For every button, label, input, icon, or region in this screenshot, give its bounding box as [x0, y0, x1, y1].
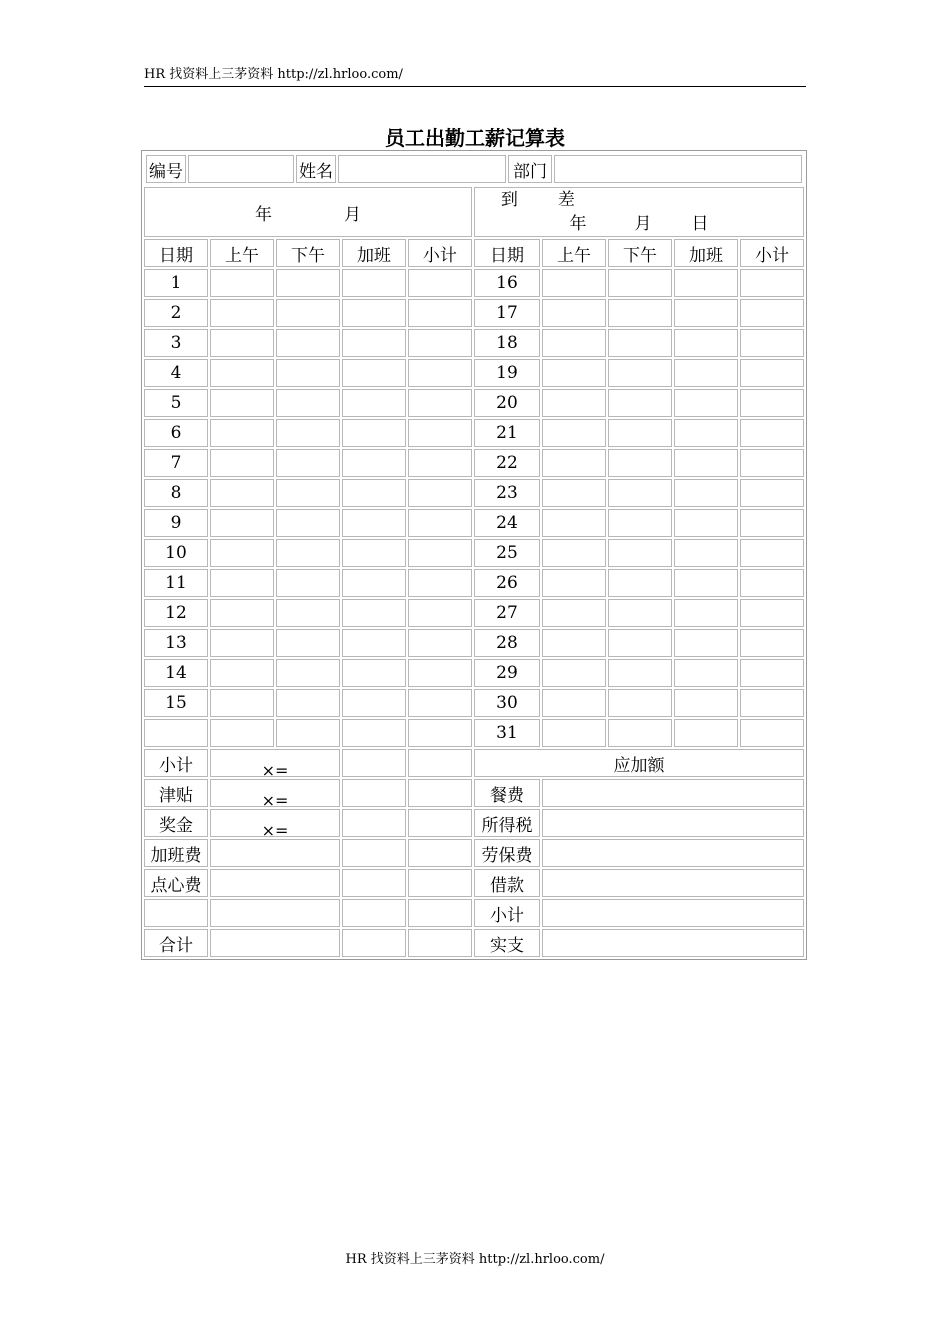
overtime-cell[interactable] — [342, 389, 406, 417]
subtotal-cell[interactable] — [408, 719, 472, 747]
day-number-right: 29 — [474, 659, 540, 687]
subtotal-cell[interactable] — [408, 269, 472, 297]
subtotal-cell[interactable] — [408, 659, 472, 687]
day-number-left: 11 — [144, 569, 208, 597]
overtime-cell[interactable] — [674, 299, 738, 327]
day-number-left: 8 — [144, 479, 208, 507]
labor-insurance-label: 劳保费 — [474, 839, 540, 867]
morning-cell[interactable] — [210, 569, 274, 597]
day-number-right: 25 — [474, 539, 540, 567]
morning-cell[interactable] — [542, 509, 606, 537]
loan-label: 借款 — [474, 869, 540, 897]
snack-fee-label: 点心费 — [144, 869, 208, 897]
subtotal-cell[interactable] — [408, 509, 472, 537]
day-number-right: 16 — [474, 269, 540, 297]
income-tax-field[interactable] — [542, 809, 804, 837]
overtime-cell[interactable] — [342, 479, 406, 507]
morning-cell[interactable] — [210, 479, 274, 507]
day-row — [144, 419, 804, 447]
overtime-cell[interactable] — [674, 419, 738, 447]
subtotal-cell[interactable] — [408, 749, 472, 777]
afternoon-cell[interactable] — [276, 689, 340, 717]
summary-bonus-row — [144, 809, 804, 837]
afternoon-cell[interactable] — [608, 299, 672, 327]
morning-cell[interactable] — [542, 539, 606, 567]
day-number-left: 14 — [144, 659, 208, 687]
snack-fee-field[interactable] — [210, 869, 340, 897]
day-number-left: 13 — [144, 629, 208, 657]
overtime-cell[interactable] — [342, 449, 406, 477]
bonus-cell[interactable] — [342, 809, 406, 837]
col-date: 日期 — [144, 239, 208, 267]
morning-cell[interactable] — [210, 659, 274, 687]
afternoon-cell[interactable] — [276, 389, 340, 417]
afternoon-cell[interactable] — [276, 299, 340, 327]
labor-insurance-field[interactable] — [542, 839, 804, 867]
bonus-cell[interactable] — [408, 809, 472, 837]
bonus-formula-cell[interactable] — [210, 809, 340, 840]
subtotal-cell[interactable] — [408, 329, 472, 357]
afternoon-cell[interactable] — [608, 449, 672, 477]
info-row — [144, 153, 804, 185]
subtotal-cell[interactable] — [740, 599, 804, 627]
day-number-right: 18 — [474, 329, 540, 357]
day-row — [144, 539, 804, 567]
overtime-cell[interactable] — [674, 479, 738, 507]
col-afternoon: 下午 — [276, 239, 340, 267]
subtotal-cell[interactable] — [740, 629, 804, 657]
afternoon-cell[interactable] — [608, 479, 672, 507]
overtime-cell[interactable] — [674, 539, 738, 567]
should-add-label: 应加额 — [474, 749, 804, 777]
day-row — [144, 719, 804, 747]
subtotal-formula: ×= — [261, 761, 289, 780]
overtime-cell[interactable] — [342, 659, 406, 687]
afternoon-cell[interactable] — [608, 689, 672, 717]
id-field[interactable] — [188, 155, 294, 183]
day-number-left: 4 — [144, 359, 208, 387]
overtime-cell[interactable] — [342, 569, 406, 597]
total-cell[interactable] — [342, 929, 406, 957]
morning-cell[interactable] — [210, 389, 274, 417]
morning-cell[interactable] — [210, 719, 274, 747]
morning-cell[interactable] — [210, 419, 274, 447]
day-number-right: 31 — [474, 719, 540, 747]
afternoon-cell[interactable] — [276, 479, 340, 507]
day-row — [144, 509, 804, 537]
month-label: 月 — [343, 204, 361, 225]
morning-cell[interactable] — [542, 659, 606, 687]
blank-cell[interactable] — [342, 899, 406, 927]
overtime-cell[interactable] — [342, 299, 406, 327]
day-number-right: 24 — [474, 509, 540, 537]
day-row — [144, 599, 804, 627]
afternoon-cell[interactable] — [608, 419, 672, 447]
summary-subtotal-row — [144, 749, 804, 777]
bonus-label: 奖金 — [144, 809, 208, 837]
afternoon-cell[interactable] — [608, 389, 672, 417]
overtime-cell[interactable] — [342, 269, 406, 297]
summary-allowance-row — [144, 779, 804, 807]
day-number-right: 20 — [474, 389, 540, 417]
overtime-cell[interactable] — [674, 689, 738, 717]
col-subtotal: 小计 — [408, 239, 472, 267]
subtotal-cell[interactable] — [740, 359, 804, 387]
column-header-row — [144, 239, 804, 267]
col-afternoon: 下午 — [608, 239, 672, 267]
morning-cell[interactable] — [542, 479, 606, 507]
day-number-left: 12 — [144, 599, 208, 627]
afternoon-cell[interactable] — [608, 569, 672, 597]
overtime-pay-field[interactable] — [210, 839, 340, 867]
overtime-cell[interactable] — [674, 599, 738, 627]
overtime-cell[interactable] — [342, 419, 406, 447]
form-title: 员工出勤工薪记算表 — [385, 126, 565, 150]
subtotal-cell[interactable] — [740, 479, 804, 507]
subtotal-cell[interactable] — [408, 419, 472, 447]
morning-cell[interactable] — [542, 449, 606, 477]
overtime-pay-cell[interactable] — [408, 839, 472, 867]
subtotal-cell[interactable] — [408, 359, 472, 387]
snack-fee-cell[interactable] — [408, 869, 472, 897]
day-number-left: 15 — [144, 689, 208, 717]
actual-pay-label: 实支 — [474, 929, 540, 957]
attendance-form — [141, 150, 807, 960]
dept-label: 部门 — [508, 155, 552, 183]
overtime-cell[interactable] — [342, 629, 406, 657]
subtotal-cell[interactable] — [740, 329, 804, 357]
afternoon-cell[interactable] — [276, 509, 340, 537]
day-number-right: 23 — [474, 479, 540, 507]
diff-label: 差 — [557, 190, 575, 210]
afternoon-cell[interactable] — [608, 329, 672, 357]
allowance-formula: ×= — [261, 791, 289, 810]
day-number-right: 22 — [474, 449, 540, 477]
subtotal-cell[interactable] — [408, 629, 472, 657]
subtotal-cell[interactable] — [740, 269, 804, 297]
day-number-right: 21 — [474, 419, 540, 447]
overtime-cell[interactable] — [342, 719, 406, 747]
month-label-right: 月 — [634, 214, 652, 234]
day-row — [144, 479, 804, 507]
overtime-cell[interactable] — [342, 329, 406, 357]
afternoon-cell[interactable] — [276, 329, 340, 357]
col-overtime: 加班 — [342, 239, 406, 267]
subtotal-label: 小计 — [144, 749, 208, 777]
allowance-label: 津贴 — [144, 779, 208, 807]
day-number-left: 1 — [144, 269, 208, 297]
subtotal-cell[interactable] — [408, 449, 472, 477]
subtotal-cell[interactable] — [740, 719, 804, 747]
subtotal-cell[interactable] — [740, 419, 804, 447]
day-number-left: 10 — [144, 539, 208, 567]
year-label: 年 — [254, 204, 272, 225]
overtime-cell[interactable] — [674, 719, 738, 747]
day-number-left: 2 — [144, 299, 208, 327]
afternoon-cell[interactable] — [276, 629, 340, 657]
afternoon-cell[interactable] — [276, 359, 340, 387]
actual-pay-field[interactable] — [542, 929, 804, 957]
afternoon-cell[interactable] — [276, 539, 340, 567]
overtime-cell[interactable] — [674, 659, 738, 687]
subtotal-cell[interactable] — [740, 509, 804, 537]
overtime-cell[interactable] — [674, 359, 738, 387]
overtime-cell[interactable] — [674, 569, 738, 597]
to-label: 到 — [500, 190, 518, 210]
overtime-pay-label: 加班费 — [144, 839, 208, 867]
overtime-cell[interactable] — [674, 329, 738, 357]
morning-cell[interactable] — [542, 299, 606, 327]
allowance-formula-cell[interactable] — [210, 779, 340, 810]
subtotal-cell[interactable] — [408, 689, 472, 717]
morning-cell[interactable] — [210, 449, 274, 477]
morning-cell[interactable] — [542, 599, 606, 627]
day-label: 日 — [691, 214, 709, 234]
morning-cell[interactable] — [542, 419, 606, 447]
morning-cell[interactable] — [542, 329, 606, 357]
income-tax-label: 所得税 — [474, 809, 540, 837]
col-morning: 上午 — [542, 239, 606, 267]
overtime-cell[interactable] — [342, 509, 406, 537]
afternoon-cell[interactable] — [608, 719, 672, 747]
summary-total-row — [144, 929, 804, 957]
morning-cell[interactable] — [210, 689, 274, 717]
afternoon-cell[interactable] — [608, 509, 672, 537]
overtime-cell[interactable] — [674, 449, 738, 477]
day-number-right: 30 — [474, 689, 540, 717]
allowance-cell[interactable] — [408, 779, 472, 807]
subtotal-cell[interactable] — [740, 539, 804, 567]
total-label: 合计 — [144, 929, 208, 957]
subtotal-cell[interactable] — [740, 689, 804, 717]
subtotal-cell[interactable] — [740, 299, 804, 327]
day-row — [144, 629, 804, 657]
day-row — [144, 389, 804, 417]
overtime-pay-cell[interactable] — [342, 839, 406, 867]
day-row — [144, 329, 804, 357]
subtotal-cell[interactable] — [740, 569, 804, 597]
dept-field[interactable] — [554, 155, 802, 183]
day-number-right: 26 — [474, 569, 540, 597]
subtotal-cell[interactable] — [740, 659, 804, 687]
afternoon-cell[interactable] — [276, 449, 340, 477]
afternoon-cell[interactable] — [276, 269, 340, 297]
col-overtime: 加班 — [674, 239, 738, 267]
afternoon-cell[interactable] — [608, 269, 672, 297]
day-number-right: 27 — [474, 599, 540, 627]
morning-cell[interactable] — [210, 269, 274, 297]
id-label: 编号 — [146, 155, 186, 183]
morning-cell[interactable] — [542, 269, 606, 297]
summary-snack-row — [144, 869, 804, 897]
day-number-left: 9 — [144, 509, 208, 537]
blank-label[interactable] — [144, 899, 208, 927]
col-date: 日期 — [474, 239, 540, 267]
period-left[interactable] — [144, 187, 472, 237]
day-number-right: 17 — [474, 299, 540, 327]
blank-field[interactable] — [210, 899, 340, 927]
allowance-cell[interactable] — [342, 779, 406, 807]
snack-fee-cell[interactable] — [342, 869, 406, 897]
day-row — [144, 359, 804, 387]
blank-cell[interactable] — [408, 899, 472, 927]
subtotal-cell[interactable] — [342, 749, 406, 777]
day-number-right: 19 — [474, 359, 540, 387]
day-number-left — [144, 719, 208, 747]
col-morning: 上午 — [210, 239, 274, 267]
name-label: 姓名 — [296, 155, 336, 183]
afternoon-cell[interactable] — [608, 539, 672, 567]
afternoon-cell[interactable] — [608, 659, 672, 687]
morning-cell[interactable] — [210, 299, 274, 327]
day-number-left: 5 — [144, 389, 208, 417]
col-subtotal: 小计 — [740, 239, 804, 267]
afternoon-cell[interactable] — [276, 569, 340, 597]
overtime-cell[interactable] — [342, 599, 406, 627]
day-number-right: 28 — [474, 629, 540, 657]
meal-fee-label: 餐费 — [474, 779, 540, 807]
page-footer: HR 找资料上三茅资料 http://zl.hrloo.com/ — [345, 1252, 605, 1267]
afternoon-cell[interactable] — [276, 659, 340, 687]
day-number-left: 3 — [144, 329, 208, 357]
overtime-cell[interactable] — [342, 539, 406, 567]
subtotal-cell[interactable] — [740, 389, 804, 417]
name-field[interactable] — [338, 155, 506, 183]
day-row — [144, 299, 804, 327]
morning-cell[interactable] — [210, 329, 274, 357]
morning-cell[interactable] — [210, 509, 274, 537]
subtotal-cell[interactable] — [408, 389, 472, 417]
day-row — [144, 659, 804, 687]
morning-cell[interactable] — [210, 629, 274, 657]
subtotal-cell[interactable] — [408, 599, 472, 627]
morning-cell[interactable] — [542, 389, 606, 417]
afternoon-cell[interactable] — [608, 359, 672, 387]
morning-cell[interactable] — [210, 539, 274, 567]
day-row — [144, 689, 804, 717]
meal-fee-field[interactable] — [542, 779, 804, 807]
afternoon-cell[interactable] — [608, 629, 672, 657]
overtime-cell[interactable] — [342, 689, 406, 717]
period-right[interactable] — [474, 187, 804, 237]
morning-cell[interactable] — [542, 359, 606, 387]
overtime-cell[interactable] — [674, 389, 738, 417]
page-header: HR 找资料上三茅资料 http://zl.hrloo.com/ — [144, 66, 806, 87]
subtotal-cell[interactable] — [408, 569, 472, 597]
morning-cell[interactable] — [542, 719, 606, 747]
day-row — [144, 569, 804, 597]
total-field[interactable] — [210, 929, 340, 957]
morning-cell[interactable] — [542, 629, 606, 657]
subtotal-cell[interactable] — [408, 299, 472, 327]
right-subtotal-field[interactable] — [542, 899, 804, 927]
morning-cell[interactable] — [542, 689, 606, 717]
subtotal-formula-cell[interactable] — [210, 749, 340, 780]
overtime-cell[interactable] — [674, 509, 738, 537]
subtotal-cell[interactable] — [740, 449, 804, 477]
total-cell[interactable] — [408, 929, 472, 957]
bonus-formula: ×= — [261, 821, 289, 840]
morning-cell[interactable] — [210, 359, 274, 387]
day-number-left: 6 — [144, 419, 208, 447]
overtime-cell[interactable] — [674, 269, 738, 297]
right-subtotal-label: 小计 — [474, 899, 540, 927]
loan-field[interactable] — [542, 869, 804, 897]
afternoon-cell[interactable] — [608, 599, 672, 627]
period-row — [144, 187, 804, 237]
afternoon-cell[interactable] — [276, 719, 340, 747]
day-row — [144, 269, 804, 297]
afternoon-cell[interactable] — [276, 419, 340, 447]
morning-cell[interactable] — [210, 599, 274, 627]
subtotal-cell[interactable] — [408, 539, 472, 567]
day-row — [144, 449, 804, 477]
summary-overtime-pay-row — [144, 839, 804, 867]
overtime-cell[interactable] — [342, 359, 406, 387]
summary-blank-row — [144, 899, 804, 927]
year-label-right: 年 — [569, 214, 587, 234]
subtotal-cell[interactable] — [408, 479, 472, 507]
day-number-left: 7 — [144, 449, 208, 477]
afternoon-cell[interactable] — [276, 599, 340, 627]
morning-cell[interactable] — [542, 569, 606, 597]
overtime-cell[interactable] — [674, 629, 738, 657]
